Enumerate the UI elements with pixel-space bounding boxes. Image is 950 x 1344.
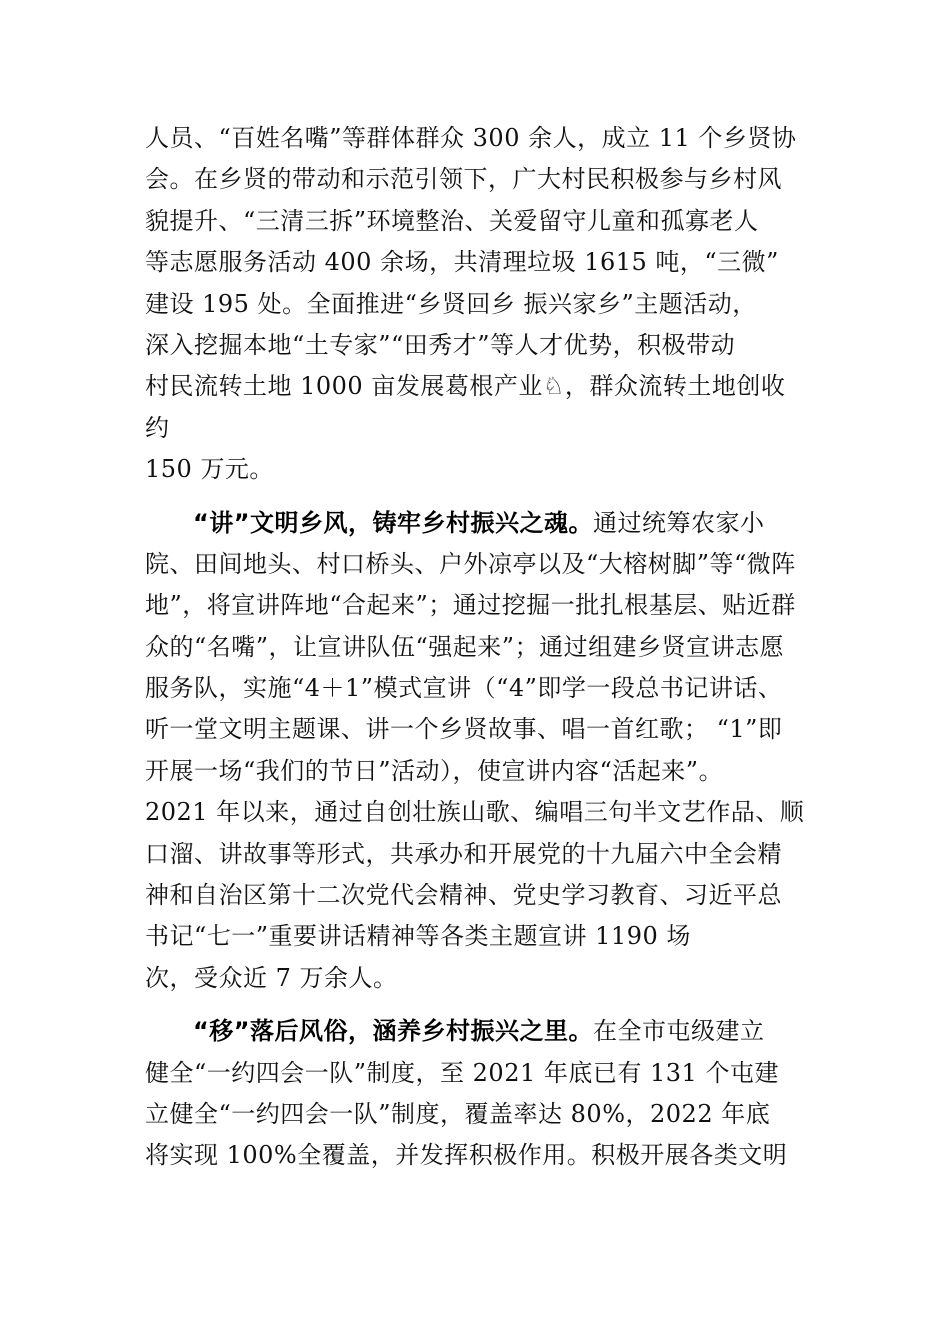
text-line: 书记“七一”重要讲话精神等各类主题宣讲 1190 场	[145, 922, 691, 951]
text-line: 建设 195 处。全面推进“乡贤回乡 振兴家乡”主题活动，	[145, 289, 757, 318]
text-line: 次，受众近 7 万余人。	[145, 963, 398, 992]
paragraph-first-line	[145, 503, 825, 544]
paragraph-heading: “移”落后风俗，涵养乡村振兴之里。	[193, 1017, 594, 1046]
paragraph-text: 在全市屯级建立	[593, 1017, 765, 1046]
text-line: 开展一场“我们的节日”活动），使宣讲内容“活起来”。	[145, 756, 724, 785]
text-line: 众的“名嘴”，让宣讲队伍“强起来”；通过组建乡贤宣讲志愿	[145, 632, 785, 661]
text-line: 服务队，实施“4＋1”模式宣讲（“4”即学一段总书记讲话、	[145, 674, 783, 703]
text-line: 村民流转土地 1000 亩发展葛根产业♘，群众流转土地创收	[145, 372, 786, 401]
paragraph-text: 通过统筹农家小	[593, 508, 765, 537]
text-line: 口溜、讲故事等形式，共承办和开展党的十九届六中全会精	[145, 839, 782, 868]
text-line: 等志愿服务活动 400 余场，共清理垃圾 1615 吨，“三微”	[145, 248, 779, 277]
text-line: 将实现 100%全覆盖，并发挥积极作用。积极开展各类文明	[145, 1141, 788, 1170]
text-line: 貌提升、“三清三拆”环境整治、关爱留守儿童和孤寡老人	[145, 206, 759, 235]
text-line: 深入挖掘本地“土专家”“田秀才”等人才优势，积极带动	[145, 330, 736, 359]
paragraph-3	[145, 1011, 825, 1177]
text-line: 听一堂文明主题课、讲一个乡贤故事、唱一首红歌； “1”即	[145, 715, 783, 744]
text-line: 约	[145, 413, 170, 442]
paragraph-heading: “讲”文明乡风，铸牢乡村振兴之魂。	[193, 508, 594, 537]
paragraph-first-line	[145, 1011, 825, 1052]
text-line: 人员、“百姓名嘴”等群体群众 300 余人，成立 11 个乡贤协	[145, 124, 797, 152]
text-line: 地”，将宣讲阵地“合起来”；通过挖掘一批扎根基层、贴近群	[145, 591, 796, 620]
text-line: 150 万元。	[145, 455, 274, 484]
text-line: 2021 年以来，通过自创壮族山歌、编唱三句半文艺作品、顺	[145, 798, 805, 827]
document-body	[145, 118, 825, 1177]
paragraph-1	[145, 118, 825, 491]
text-line: 神和自治区第十二次党代会精神、党史学习教育、习近平总	[145, 881, 782, 910]
text-line: 会。在乡贤的带动和示范引领下，广大村民积极参与乡村风	[145, 165, 782, 194]
paragraph-2	[145, 503, 825, 1000]
text-line: 院、田间地头、村口桥头、户外凉亭以及“大榕树脚”等“微阵	[145, 549, 796, 578]
text-line: 立健全“一约四会一队”制度，覆盖率达 80%，2022 年底	[145, 1099, 771, 1128]
text-line: 健全“一约四会一队”制度，至 2021 年底已有 131 个屯建	[145, 1058, 779, 1087]
